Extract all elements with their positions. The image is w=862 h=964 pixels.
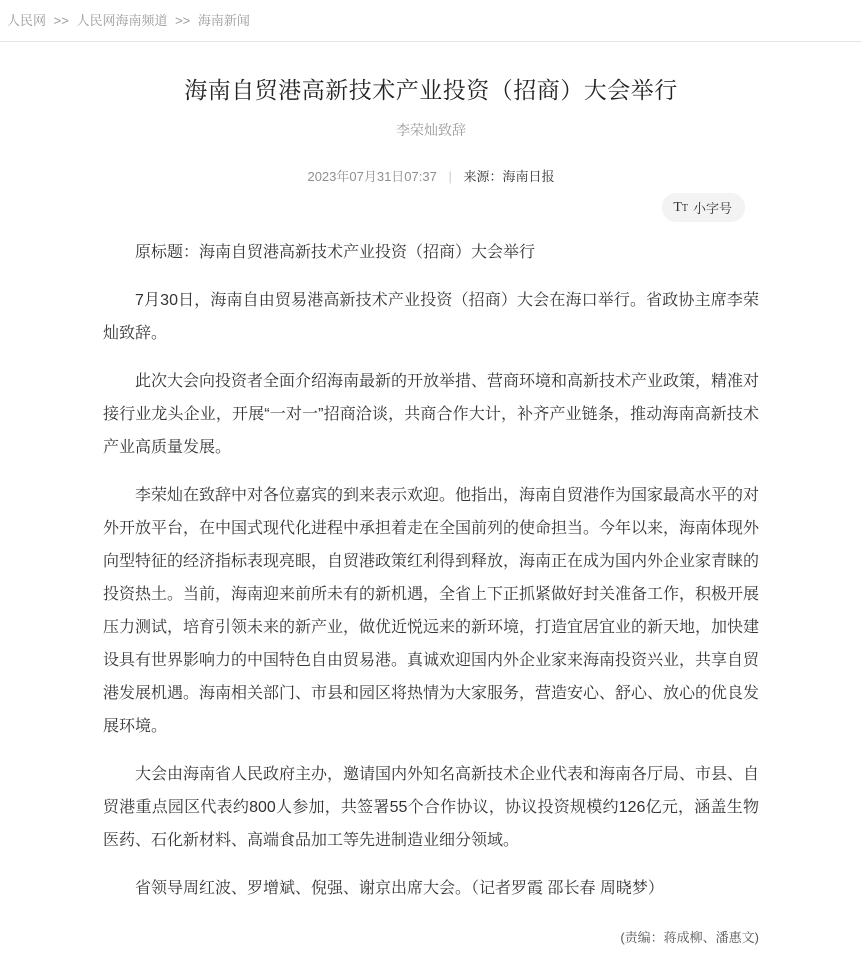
article-container bbox=[103, 74, 759, 964]
page-title: 海南自贸港高新技术产业投资（招商）大会举行 bbox=[184, 77, 678, 103]
article-body bbox=[103, 236, 759, 905]
breadcrumb-link-hainan-channel[interactable]: 人民网海南频道 bbox=[76, 13, 168, 28]
article-toolbar bbox=[103, 193, 759, 222]
article-paragraph: 大会由海南省人民政府主办，邀请国内外知名高新技术企业代表和海南各厅局、市县、自贸港重点园区代表约800人参加，共签署55个合作协议，协议投资规模约126亿元，涵盖生物医药、石化新材料、高端食品加工等先进制造业细分领域。 bbox=[103, 766, 760, 850]
font-size-label: 小字号 bbox=[692, 201, 732, 217]
font-size-icon: TT bbox=[673, 200, 688, 216]
article-paragraph: 省领导周红波、罗增斌、倪强、谢京出席大会。（记者罗霞 邵长春 周晓梦） bbox=[135, 880, 664, 898]
breadcrumb bbox=[0, 0, 862, 42]
publish-time: 2023年07月31日07:37 bbox=[307, 169, 437, 185]
original-title-line: 原标题：海南自贸港高新技术产业投资（招商）大会举行 bbox=[135, 244, 536, 262]
article-paragraph: 李荣灿在致辞中对各位嘉宾的到来表示欢迎。他指出，海南自贸港作为国家最高水平的对外开放平台，在中国式现代化进程中承担着走在全国前列的使命担当。今年以来，海南体现外向型特征的经济指标表现亮眼，自贸港政策红利得到释放，海南正在成为国内外企业家青睐的投资热土。当前，海南迎来前所未有的新机遇，全省上下正抓紧做好封关准备工作，积极开展压力测试，培育引领未来的新产业，做优近悦远来的新环境，打造宜居宜业的新天地，加快建设具有世界影响力的中国特色自由贸易港。真诚欢迎国内外企业家来海南投资兴业，共享自贸港发展机遇。海南相关部门、市县和园区将热情为大家服务，营造安心、舒心、放心的优良发展环境。 bbox=[103, 487, 760, 736]
meta-divider: | bbox=[448, 169, 452, 185]
font-size-button[interactable] bbox=[662, 193, 745, 222]
breadcrumb-link-peoples-net[interactable]: 人民网 bbox=[7, 13, 47, 28]
breadcrumb-separator: >> bbox=[175, 13, 191, 28]
breadcrumb-separator: >> bbox=[53, 13, 69, 28]
source-link[interactable]: 海南日报 bbox=[502, 169, 555, 185]
source-label: 来源： bbox=[463, 169, 503, 185]
article-meta bbox=[103, 166, 759, 185]
article-subtitle: 李荣灿致辞 bbox=[396, 122, 466, 139]
article-paragraph: 7月30日，海南自由贸易港高新技术产业投资（招商）大会在海口举行。省政协主席李荣灿致辞。 bbox=[103, 292, 759, 343]
source-wrap bbox=[463, 169, 554, 184]
editor-note: (责编：蒋成柳、潘惠文) bbox=[620, 930, 759, 946]
article-paragraph: 此次大会向投资者全面介绍海南最新的开放举措、营商环境和高新技术产业政策，精准对接行业龙头企业，开展“一对一”招商洽谈，共商合作大计，补齐产业链条，推动海南高新技术产业高质量发展。 bbox=[103, 373, 760, 457]
breadcrumb-link-hainan-news[interactable]: 海南新闻 bbox=[197, 13, 250, 28]
